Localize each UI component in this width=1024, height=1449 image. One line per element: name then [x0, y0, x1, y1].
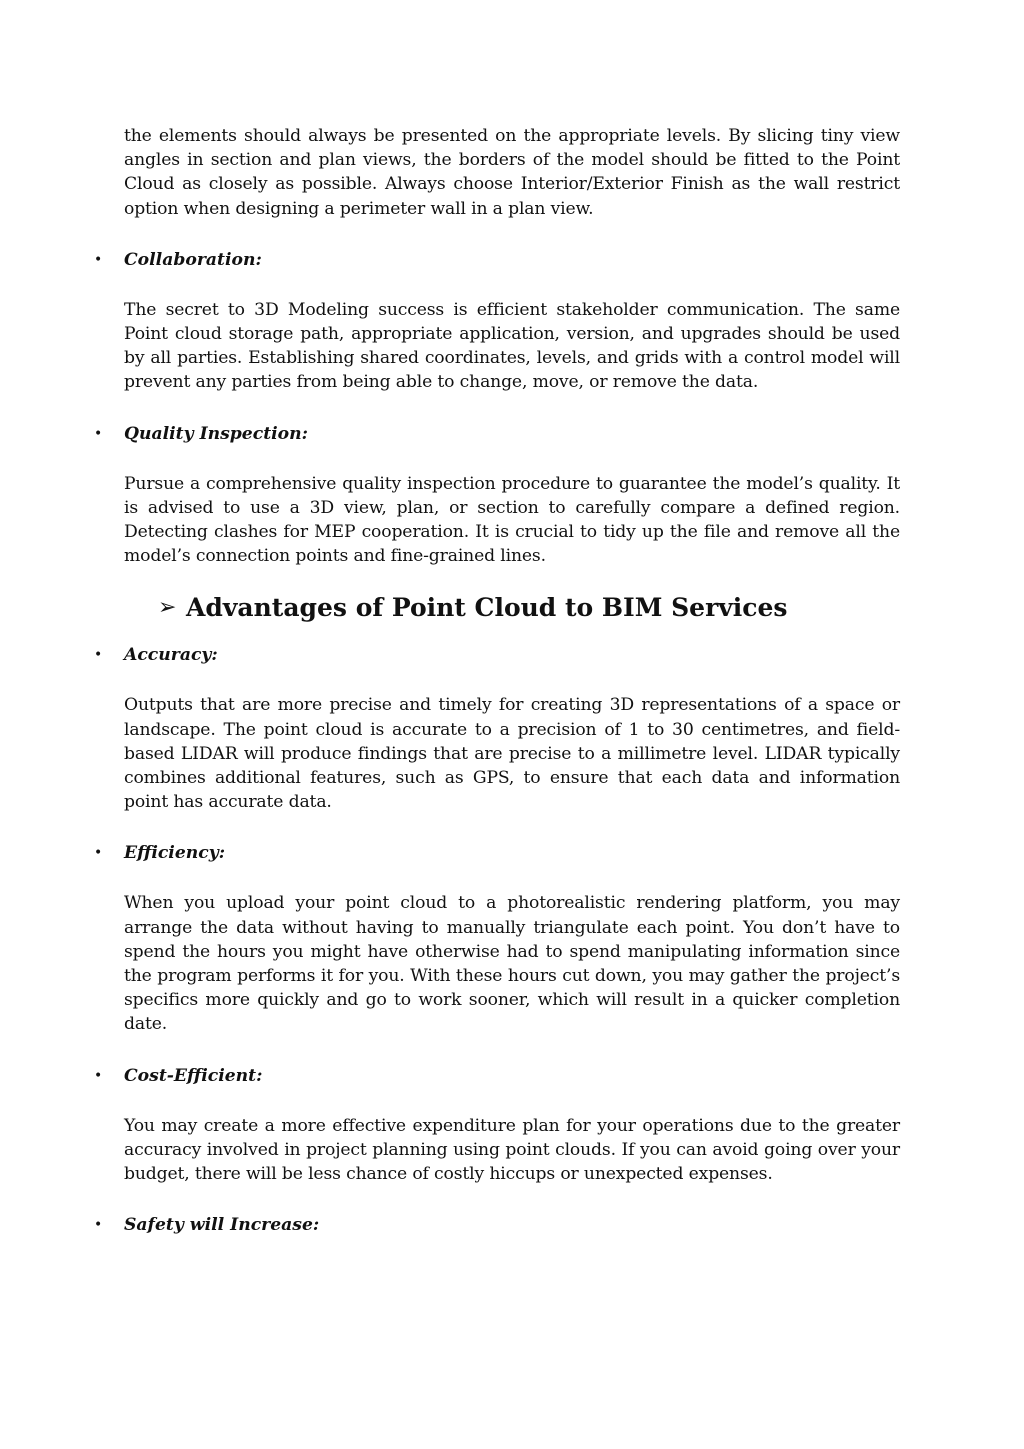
quality-bullet [94, 422, 900, 446]
intro-paragraph: the elements should always be presented on the appropriate levels. By slicing tiny view angles in section and plan views, the borders of the model should be fitted to the Point Cloud as closely as possible. Always choose Interior/Exterior Finish as the wall restrict option when designing a perimeter wall in a plan view. [124, 126, 900, 219]
cost-title: Cost-Efficient: [124, 1065, 263, 1086]
bullet-icon: • [94, 425, 103, 442]
bullet-icon: • [94, 845, 103, 862]
safety-title: Safety will Increase: [124, 1215, 320, 1236]
efficiency-paragraph: When you upload your point cloud to a photorealistic rendering platform, you may arrange the data without having to manually triangulate each point. You don’t have to spend the hours you might have otherwise had to spend manipulating information since the program performs it for you. With these hours cut down, you may gather the project’s specifics more quickly and go to work sooner, which will result in a quicker completion date. [124, 893, 900, 1035]
efficiency-bullet [94, 841, 900, 865]
collaboration-bullet [94, 248, 900, 272]
accuracy-bullet [94, 643, 900, 667]
bullet-icon: • [94, 251, 103, 268]
arrow-bullet-icon: ➢ [158, 595, 177, 621]
cost-bullet [94, 1064, 900, 1088]
quality-title: Quality Inspection: [124, 423, 308, 444]
safety-bullet [94, 1213, 900, 1237]
bullet-icon: • [94, 647, 103, 664]
quality-paragraph: Pursue a comprehensive quality inspection procedure to guarantee the model’s quality. It is advised to use a 3D view, plan, or section to carefully compare a defined region. Detecting clashes for MEP cooperation. It is crucial to tidy up the file and remove all the model’s connection points and fine-grained lines. [124, 473, 900, 567]
collaboration-paragraph: The secret to 3D Modeling success is efficient stakeholder communication. The same Point cloud storage path, appropriate application, version, and upgrades should be used by all parties. Establishing shared coordinates, levels, and grids with a control model will prevent any parties from being able to change, move, or remove the data. [124, 299, 900, 393]
accuracy-title: Accuracy: [124, 645, 218, 666]
collaboration-title: Collaboration: [124, 249, 262, 270]
cost-paragraph: You may create a more effective expenditure plan for your operations due to the greater accuracy involved in project planning using point clouds. If you can avoid going over your budget, there will be less chance of costly hiccups or unexpected expenses. [124, 1115, 900, 1185]
bullet-icon: • [94, 1067, 103, 1084]
advantages-heading-text: Advantages of Point Cloud to BIM Services [186, 593, 788, 623]
document-page [94, 124, 900, 1237]
advantages-heading [124, 592, 900, 624]
efficiency-title: Efficiency: [124, 843, 226, 864]
bullet-icon: • [94, 1217, 103, 1234]
accuracy-paragraph: Outputs that are more precise and timely for creating 3D representations of a space or landscape. The point cloud is accurate to a precision of 1 to 30 centimetres, and field-based LIDAR will produce findings that are precise to a millimetre level. LIDAR typically combines additional features, such as GPS, to ensure that each data and information point has accurate data. [124, 695, 900, 813]
